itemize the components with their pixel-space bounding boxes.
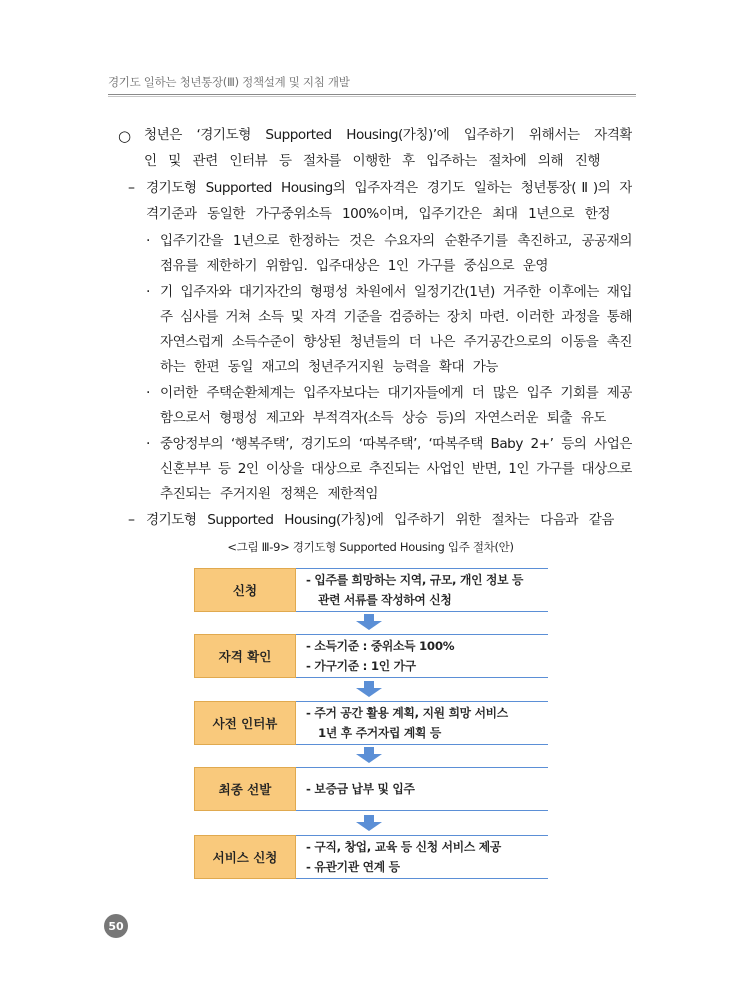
header-rule-thin bbox=[108, 96, 636, 97]
step-detail-line: - 주거 공간 활용 계획, 지원 희망 서비스 bbox=[306, 706, 508, 720]
down-arrow-icon bbox=[356, 747, 382, 763]
step-detail-line: - 보증금 납부 및 입주 bbox=[306, 782, 415, 796]
b1-line-2: 점유를 제한하기 위함임. 입주대상은 1인 가구를 중심으로 운영 bbox=[160, 258, 548, 274]
dash1-line-1: 경기도형 Supported Housing의 입주자격은 경기도 일하는 청년통장(Ⅱ)의 자 bbox=[146, 180, 632, 196]
b2-line-3: 자연스럽게 소득수준이 향상된 청년들의 더 나은 주거공간으로의 이동을 촉진 bbox=[160, 334, 632, 350]
b3-line-2: 함으로서 형평성 제고와 부적격자(소득 상승 등)의 자연스러운 퇴출 유도 bbox=[160, 410, 606, 426]
b4-line-1: 중앙정부의 ‘행복주택’, 경기도의 ‘따복주택’, ‘따복주택 Baby 2+’ 등의 사업은 bbox=[160, 436, 632, 452]
b3-line-1: 이러한 주택순환체계는 입주자보다는 대기자들에게 더 많은 입주 기회를 제공 bbox=[160, 385, 632, 401]
dot-bullet-3: · bbox=[146, 385, 151, 401]
b4-line-2: 신혼부부 등 2인 이상을 대상으로 추진되는 사업인 반면, 1인 가구를 대상으로 bbox=[160, 461, 632, 477]
b4-line-3: 추진되는 주거지원 정책은 제한적임 bbox=[160, 486, 378, 502]
dash1-line-2: 격기준과 동일한 가구중위소득 100%이며, 입주기간은 최대 1년으로 한정 bbox=[146, 206, 610, 222]
step-detail-service bbox=[296, 835, 548, 879]
b1-line-1: 입주기간을 1년으로 한정하는 것은 수요자의 순환주기를 촉진하고, 공공재의 bbox=[160, 233, 632, 249]
b2-line-2: 주 심사를 거쳐 소득 및 자격 기준을 검증하는 장치 마련. 이러한 과정을 통해 bbox=[160, 309, 632, 325]
dash2-line-1: 경기도형 Supported Housing(가칭)에 입주하기 위한 절차는 다음과 같음 bbox=[146, 512, 614, 528]
circle-bullet: ○ bbox=[118, 127, 132, 145]
header-rule bbox=[108, 94, 636, 95]
dot-bullet-2: · bbox=[146, 284, 151, 300]
step-label-eligibility: 자격 확인 bbox=[194, 634, 296, 678]
b2-line-1: 기 입주자와 대기자간의 형평성 차원에서 일정기간(1년) 거주한 이후에는 재입 bbox=[160, 284, 632, 300]
page-number: 50 bbox=[104, 914, 128, 938]
down-arrow-icon bbox=[356, 681, 382, 697]
down-arrow-icon bbox=[356, 614, 382, 630]
step-label-service: 서비스 신청 bbox=[194, 835, 296, 879]
step-detail-selection bbox=[296, 767, 548, 811]
step-detail-eligibility bbox=[296, 634, 548, 678]
step-detail-line: - 소득기준 : 중위소득 100% bbox=[306, 639, 455, 653]
step-label-selection: 최종 선발 bbox=[194, 767, 296, 811]
step-detail-line: - 구직, 창업, 교육 등 신청 서비스 제공 bbox=[306, 840, 501, 854]
step-detail-line: 관련 서류를 작성하여 신청 bbox=[318, 593, 452, 607]
dot-bullet-4: · bbox=[146, 436, 151, 452]
intro-line-1: 청년은 ‘경기도형 Supported Housing(가칭)’에 입주하기 위해서는 자격확 bbox=[144, 127, 632, 143]
step-detail-line: - 가구기준 : 1인 가구 bbox=[306, 659, 416, 673]
step-detail-apply bbox=[296, 568, 548, 612]
step-detail-interview bbox=[296, 701, 548, 745]
dash-bullet-1: – bbox=[128, 180, 135, 196]
step-detail-line: 1년 후 주거자립 계획 등 bbox=[318, 726, 441, 740]
step-label-apply: 신청 bbox=[194, 568, 296, 612]
dash-bullet-2: – bbox=[128, 512, 135, 528]
b2-line-4: 하는 한편 동일 재고의 청년주거지원 능력을 확대 가능 bbox=[160, 359, 498, 375]
running-header: 경기도 일하는 청년통장(Ⅲ) 정책설계 및 지침 개발 bbox=[108, 75, 350, 89]
figure-caption: <그림 Ⅲ-9> 경기도형 Supported Housing 입주 절차(안) bbox=[227, 540, 514, 554]
step-label-interview: 사전 인터뷰 bbox=[194, 701, 296, 745]
intro-line-2: 인 및 관련 인터뷰 등 절차를 이행한 후 입주하는 절차에 의해 진행 bbox=[144, 153, 600, 169]
step-detail-line: - 유관기관 연계 등 bbox=[306, 860, 400, 874]
down-arrow-icon bbox=[356, 815, 382, 831]
step-detail-line: - 입주를 희망하는 지역, 규모, 개인 정보 등 bbox=[306, 573, 524, 587]
dot-bullet-1: · bbox=[146, 233, 151, 249]
